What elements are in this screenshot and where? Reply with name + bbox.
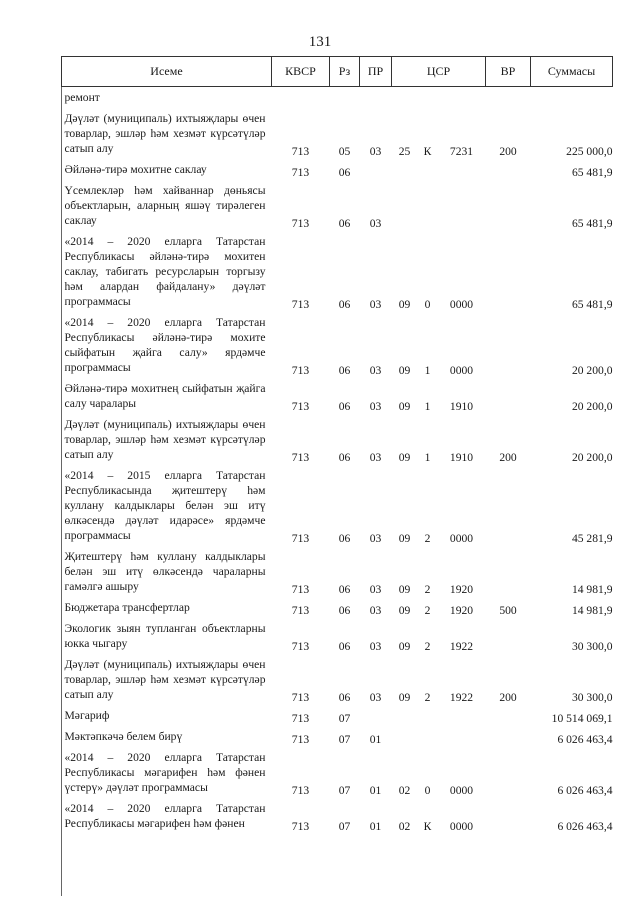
cell-pr: 01 (369, 733, 382, 746)
header-vr: ВР (486, 57, 531, 87)
cell-csr-part3 (438, 726, 486, 747)
header-pr: ПР (360, 57, 392, 87)
cell-name: Дәүләт (муниципаль) ихтыяҗлары өчен товарлар, эшләр һәм хезмәт күрсәтүләр сатып алу (64, 112, 266, 155)
cell-kvsr: 713 (291, 364, 310, 377)
cell-csr-part3: 1920 (449, 583, 474, 596)
cell-csr-part2 (418, 87, 438, 109)
cell-rz: 06 (338, 217, 351, 230)
cell-sum (531, 87, 613, 109)
header-rz: Рз (330, 57, 360, 87)
cell-vr (486, 312, 531, 378)
cell-csr-part1: 09 (398, 532, 411, 545)
cell-name: «2014 – 2020 елларга Татарстан Республикасы әйләнә-тирә мохитен саклау, табигать ресурсларын торгызу һәм алардан файдалану» дәүләт программасы (64, 235, 266, 308)
cell-name: Әйләнә-тирә мохитнең сыйфатын җайга салу чаралары (64, 382, 266, 410)
cell-kvsr: 713 (291, 145, 310, 158)
cell-csr-part3: 0000 (449, 820, 474, 833)
cell-pr: 03 (369, 400, 382, 413)
cell-name: Җитештерү һәм куллану калдыклары белән эш итү өлкәсендә чараларны гамәлгә ашыру (64, 550, 266, 593)
table-row (62, 378, 613, 414)
table-row (62, 87, 613, 109)
table-row (62, 159, 613, 180)
cell-csr-part2 (418, 159, 438, 180)
cell-sum: 14 981,9 (571, 583, 613, 596)
cell-sum: 10 514 069,1 (551, 712, 613, 725)
cell-csr-part2 (418, 180, 438, 231)
cell-csr-part2: 2 (424, 583, 431, 596)
cell-kvsr: 713 (291, 712, 310, 725)
cell-rz: 06 (338, 583, 351, 596)
budget-table (61, 56, 613, 834)
cell-csr-part2: 2 (424, 532, 431, 545)
cell-sum: 6 026 463,4 (557, 820, 613, 833)
cell-csr-part2: 1 (424, 400, 431, 413)
page-number: 131 (308, 34, 332, 50)
cell-name: Дәүләт (муниципаль) ихтыяҗлары өчен товарлар, эшләр һәм хезмәт күрсәтүләр сатып алу (64, 658, 266, 701)
cell-pr: 03 (369, 532, 382, 545)
table-row (62, 747, 613, 798)
cell-name: Дәүләт (муниципаль) ихтыяҗлары өчен товарлар, эшләр һәм хезмәт күрсәтүләр сатып алу (64, 418, 266, 461)
table-row (62, 231, 613, 312)
cell-vr (486, 180, 531, 231)
cell-kvsr: 713 (291, 691, 310, 704)
cell-rz: 06 (338, 451, 351, 464)
cell-name: Бюджетара трансфертлар (64, 601, 190, 614)
cell-rz: 06 (338, 166, 351, 179)
cell-vr (486, 705, 531, 726)
cell-kvsr: 713 (291, 733, 310, 746)
cell-csr-part3 (438, 87, 486, 109)
cell-pr: 03 (369, 604, 382, 617)
cell-rz: 06 (338, 604, 351, 617)
cell-csr-part1 (392, 87, 418, 109)
cell-pr: 03 (369, 364, 382, 377)
cell-vr (486, 231, 531, 312)
table-row (62, 546, 613, 597)
cell-sum: 6 026 463,4 (557, 733, 613, 746)
cell-vr (486, 378, 531, 414)
cell-name: «2014 – 2020 елларга Татарстан Республикасы мәгарифен һәм фәнен (64, 802, 266, 830)
cell-rz: 06 (338, 532, 351, 545)
cell-kvsr: 713 (291, 784, 310, 797)
cell-vr: 500 (499, 604, 517, 617)
cell-rz (330, 87, 360, 109)
cell-name: Мәгариф (64, 709, 110, 722)
cell-pr (360, 87, 392, 109)
cell-vr (486, 798, 531, 834)
cell-pr: 03 (369, 583, 382, 596)
cell-name: ремонт (64, 91, 100, 104)
header-kvsr: КВСР (272, 57, 330, 87)
cell-vr (486, 159, 531, 180)
cell-kvsr: 713 (291, 217, 310, 230)
cell-csr-part1: 09 (398, 583, 411, 596)
cell-csr-part2: 2 (424, 691, 431, 704)
cell-csr-part2: 0 (424, 298, 431, 311)
cell-csr-part2: 2 (424, 604, 431, 617)
cell-pr: 03 (369, 691, 382, 704)
cell-rz: 06 (338, 298, 351, 311)
cell-sum: 225 000,0 (566, 145, 613, 158)
cell-vr (486, 546, 531, 597)
cell-csr-part3: 7231 (449, 145, 474, 158)
cell-name: «2014 – 2015 елларга Татарстан Республикасында җитештерү һәм куллану калдыклары белән эш итү өлкәсендә дәүләт идарәсе» ярдәмче программасы (64, 469, 266, 542)
cell-csr-part3: 1922 (449, 640, 474, 653)
cell-csr-part1: 02 (398, 784, 411, 797)
cell-rz: 06 (338, 364, 351, 377)
cell-kvsr: 713 (291, 400, 310, 413)
cell-sum: 65 481,9 (571, 298, 613, 311)
cell-name: «2014 – 2020 елларга Татарстан Республикасы әйләнә-тирә мохите сыйфатын җайга салу» ярдәмче программасы (64, 316, 266, 374)
cell-name: Экологик зыян тупланган объектларны юкка чыгару (64, 622, 266, 650)
table-row (62, 465, 613, 546)
cell-csr-part1: 25 (398, 145, 411, 158)
cell-kvsr: 713 (291, 298, 310, 311)
cell-rz: 07 (338, 733, 351, 746)
cell-pr (360, 705, 392, 726)
cell-csr-part3 (438, 180, 486, 231)
cell-kvsr (272, 87, 330, 109)
cell-kvsr: 713 (291, 166, 310, 179)
cell-pr: 03 (369, 217, 382, 230)
cell-csr-part3: 0000 (449, 298, 474, 311)
cell-csr-part3: 0000 (449, 784, 474, 797)
table-row (62, 726, 613, 747)
cell-sum: 45 281,9 (571, 532, 613, 545)
table-row (62, 180, 613, 231)
cell-csr-part1 (392, 726, 418, 747)
cell-csr-part1: 09 (398, 298, 411, 311)
cell-csr-part2: 0 (424, 784, 431, 797)
cell-kvsr: 713 (291, 532, 310, 545)
cell-csr-part3: 0000 (449, 364, 474, 377)
table-row (62, 654, 613, 705)
cell-csr-part1: 02 (398, 820, 411, 833)
cell-vr (486, 747, 531, 798)
cell-pr: 01 (369, 820, 382, 833)
cell-pr: 03 (369, 145, 382, 158)
cell-pr: 03 (369, 298, 382, 311)
cell-sum: 65 481,9 (571, 166, 613, 179)
cell-name: «2014 – 2020 елларга Татарстан Республикасы мәгарифен һәм фәнен үстерү» дәүләт программасы (64, 751, 266, 794)
cell-rz: 07 (338, 784, 351, 797)
table-row (62, 597, 613, 618)
cell-sum: 14 981,9 (571, 604, 613, 617)
cell-vr (486, 726, 531, 747)
cell-pr (360, 159, 392, 180)
cell-kvsr: 713 (291, 451, 310, 464)
cell-csr-part2: 1 (424, 451, 431, 464)
cell-csr-part2: К (423, 820, 432, 833)
cell-kvsr: 713 (291, 820, 310, 833)
cell-kvsr: 713 (291, 640, 310, 653)
cell-kvsr: 713 (291, 604, 310, 617)
cell-sum: 20 200,0 (571, 400, 613, 413)
cell-csr-part3: 0000 (449, 532, 474, 545)
table-row (62, 414, 613, 465)
cell-pr: 03 (369, 640, 382, 653)
table-row (62, 618, 613, 654)
cell-vr (486, 87, 531, 109)
cell-rz: 06 (338, 640, 351, 653)
cell-csr-part2 (418, 726, 438, 747)
cell-csr-part1: 09 (398, 640, 411, 653)
cell-sum: 65 481,9 (571, 217, 613, 230)
table-row (62, 705, 613, 726)
cell-sum: 6 026 463,4 (557, 784, 613, 797)
table-body (62, 87, 613, 835)
cell-csr-part1 (392, 159, 418, 180)
cell-csr-part3: 1910 (449, 400, 474, 413)
header-name: Исеме (62, 57, 272, 87)
cell-csr-part2: 2 (424, 640, 431, 653)
header-sum: Суммасы (531, 57, 613, 87)
cell-rz: 06 (338, 691, 351, 704)
header-csr: ЦСР (392, 57, 486, 87)
cell-rz: 05 (338, 145, 351, 158)
table-header (62, 57, 613, 87)
table-row (62, 312, 613, 378)
cell-csr-part1 (392, 705, 418, 726)
cell-sum: 20 200,0 (571, 364, 613, 377)
cell-csr-part3 (438, 159, 486, 180)
cell-csr-part2: 1 (424, 364, 431, 377)
cell-csr-part3 (438, 705, 486, 726)
cell-vr: 200 (499, 145, 517, 158)
cell-csr-part1: 09 (398, 451, 411, 464)
cell-csr-part2 (418, 705, 438, 726)
cell-csr-part3: 1910 (449, 451, 474, 464)
cell-name: Мәктәпкәчә белем бирү (64, 730, 183, 743)
cell-vr: 200 (499, 451, 517, 464)
cell-name: Әйләнә-тирә мохитне саклау (64, 163, 207, 176)
cell-sum: 30 300,0 (571, 640, 613, 653)
cell-rz: 06 (338, 400, 351, 413)
table-row (62, 108, 613, 159)
cell-rz: 07 (338, 820, 351, 833)
cell-pr: 01 (369, 784, 382, 797)
cell-kvsr: 713 (291, 583, 310, 596)
cell-csr-part1: 09 (398, 364, 411, 377)
cell-csr-part1 (392, 180, 418, 231)
cell-csr-part1: 09 (398, 691, 411, 704)
cell-csr-part3: 1922 (449, 691, 474, 704)
cell-csr-part1: 09 (398, 604, 411, 617)
cell-sum: 30 300,0 (571, 691, 613, 704)
cell-csr-part1: 09 (398, 400, 411, 413)
cell-vr (486, 618, 531, 654)
table-row (62, 798, 613, 834)
cell-sum: 20 200,0 (571, 451, 613, 464)
cell-pr: 03 (369, 451, 382, 464)
cell-vr (486, 465, 531, 546)
cell-csr-part2: К (423, 145, 432, 158)
cell-name: Үсемлекләр һәм хайваннар дөньясы объектларын, аларның яшәү тирәлеген саклау (64, 184, 266, 227)
cell-rz: 07 (338, 712, 351, 725)
cell-csr-part3: 1920 (449, 604, 474, 617)
cell-vr: 200 (499, 691, 517, 704)
